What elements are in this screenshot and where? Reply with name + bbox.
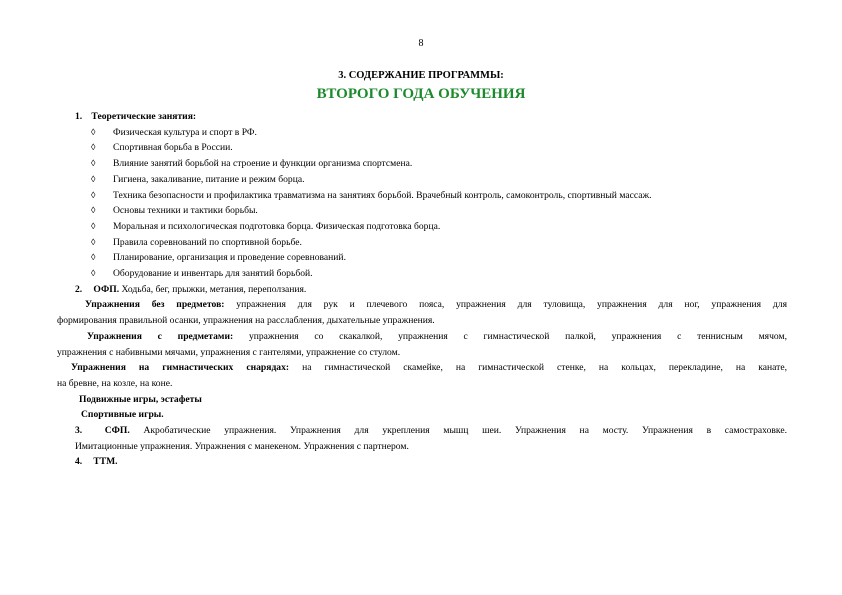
paragraph-with-objects-line1: Упражнения с предметами: упражнения со скакалкой, упражнения с гимнастической палкой, упражнения с теннисным мячом,: [87, 330, 787, 342]
diamond-bullet-icon: ◊: [91, 142, 96, 153]
paragraph-apparatus-line2: на бревне, на козле, на коне.: [57, 377, 173, 389]
paragraph-apparatus-label: Упражнения на гимнастических снарядах:: [71, 362, 290, 374]
mobile-games-heading: Подвижные игры, эстафеты: [79, 393, 202, 405]
diamond-bullet-icon: ◊: [91, 220, 96, 231]
section-subtitle: ВТОРОГО ГОДА ОБУЧЕНИЯ: [316, 86, 526, 102]
section-3-label: СФП.: [104, 425, 130, 437]
section-2-label: ОФП.: [93, 283, 120, 295]
diamond-bullet-icon: ◊: [91, 173, 96, 184]
section-3-line1: 3. СФП. Акробатические упражнения. Упражнения для укрепления мышц шеи. Упражнения на мосту. Упражнения в самостраховке.: [57, 423, 787, 439]
sport-games-heading: Спортивные игры.: [81, 409, 164, 421]
list-item: ◊ Основы техники и тактики борьбы.: [57, 203, 787, 219]
list-item: ◊ Моральная и психологическая подготовка борца. Физическая подготовка борца.: [57, 219, 787, 235]
paragraph-apparatus-line1: Упражнения на гимнастических снарядах: на гимнастической скамейке, на гимнастической стенке, на кольцах, перекладине, на канате,: [71, 362, 787, 374]
paragraph-no-objects-line2: формирования правильной осанки, упражнения на расслабления, дыхательные упражнения.: [57, 315, 435, 327]
paragraph-with-objects-line2: упражнения с набивными мячами, упражнения с гантелями, упражнение со стулом.: [57, 346, 401, 358]
list-item: ◊ Физическая культура и спорт в РФ.: [57, 125, 787, 141]
theory-topics-list: [57, 125, 787, 282]
diamond-bullet-icon: ◊: [91, 126, 96, 137]
list-item: ◊ Гигиена, закаливание, питание и режим борца.: [57, 172, 787, 188]
section-4-label: ТТМ.: [93, 456, 118, 468]
section-2: [57, 282, 787, 298]
diamond-bullet-icon: ◊: [91, 236, 96, 247]
document-body: [57, 109, 787, 470]
section-2-text: Ходьба, бег, прыжки, метания, переползания.: [119, 283, 307, 295]
list-item: ◊ Влияние занятий борьбой на строение и функции организма спортсмена.: [57, 156, 787, 172]
diamond-bullet-icon: ◊: [91, 268, 96, 279]
section-3-number: 3.: [75, 425, 83, 437]
paragraph-with-objects-label: Упражнения с предметами:: [87, 330, 234, 342]
section-title: 3. СОДЕРЖАНИЕ ПРОГРАММЫ:: [338, 70, 504, 81]
section-1-number: 1.: [75, 111, 83, 122]
paragraph-no-objects-label: Упражнения без предметов:: [85, 299, 225, 311]
section-3-line2: Имитационные упражнения. Упражнения с манекеном. Упражнения с партнером.: [75, 440, 409, 452]
section-2-number: 2.: [75, 283, 83, 295]
section-1-title: Теоретические занятия:: [91, 111, 197, 122]
section-4: [57, 454, 787, 470]
diamond-bullet-icon: ◊: [91, 189, 96, 200]
diamond-bullet-icon: ◊: [91, 252, 96, 263]
paragraph-no-objects-line1: Упражнения без предметов: упражнения для рук и плечевого пояса, упражнения для туловища, упражнения для ног, упражнения для: [85, 299, 787, 311]
page-number: 8: [418, 38, 424, 49]
list-item: ◊ Планирование, организация и проведение соревнований.: [57, 250, 787, 266]
list-item: ◊ Спортивная борьба в России.: [57, 140, 787, 156]
list-item: ◊ Техника безопасности и профилактика травматизма на занятиях борьбой. Врачебный контроль, самоконтроль, спортивный массаж.: [57, 188, 787, 204]
section-4-number: 4.: [75, 456, 83, 468]
list-item: ◊ Оборудование и инвентарь для занятий борьбой.: [57, 266, 787, 282]
list-item: ◊ Правила соревнований по спортивной борьбе.: [57, 235, 787, 251]
section-1-heading: [57, 109, 787, 125]
diamond-bullet-icon: ◊: [91, 158, 96, 169]
diamond-bullet-icon: ◊: [91, 205, 96, 216]
